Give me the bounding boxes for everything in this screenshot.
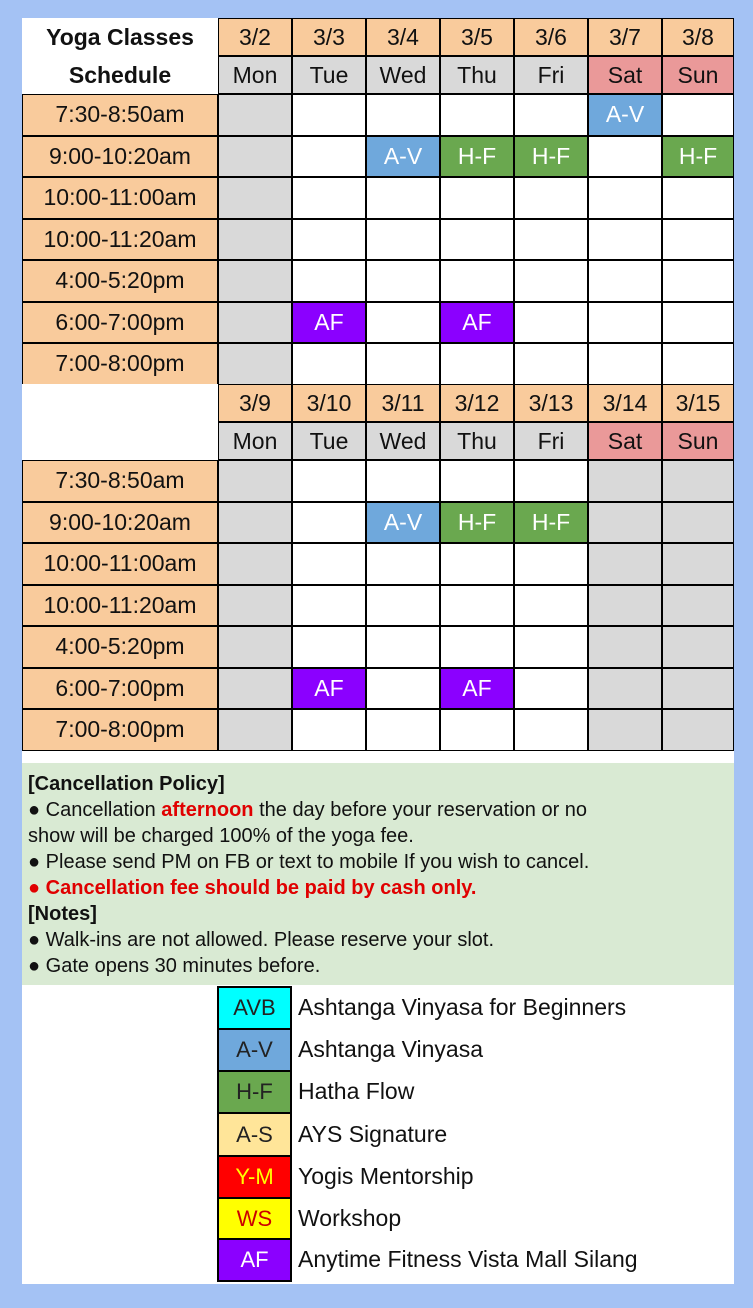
bullet-icon: ● [28, 851, 41, 873]
time-slot-label: 7:00-8:00pm [22, 343, 218, 385]
day-header: Wed [366, 422, 440, 460]
day-header: Fri [514, 422, 588, 460]
date-header: 3/4 [366, 18, 440, 56]
class-slot: A-V [366, 502, 440, 544]
cancellation-policy-heading: [Cancellation Policy] [28, 773, 225, 795]
bullet-icon: ● [28, 799, 41, 821]
class-slot: H-F [514, 502, 588, 544]
empty-slot [440, 626, 514, 668]
header-blank [22, 384, 218, 460]
day-header: Tue [292, 422, 366, 460]
policy-item-2-text: Please send PM on FB or text to mobile If you wish to cancel. [45, 851, 590, 873]
empty-slot [292, 177, 366, 219]
empty-slot [218, 460, 292, 502]
time-slot-label: 4:00-5:20pm [22, 626, 218, 668]
bullet-icon: ● [28, 955, 41, 977]
day-header: Sun [662, 422, 734, 460]
empty-slot [218, 260, 292, 302]
legend-key: A-V [217, 1028, 292, 1072]
time-slot-label: 6:00-7:00pm [22, 668, 218, 710]
time-slot-label: 7:30-8:50am [22, 94, 218, 136]
empty-slot [292, 626, 366, 668]
empty-slot [662, 502, 734, 544]
empty-slot [588, 260, 662, 302]
bullet-icon: ● [28, 929, 41, 951]
empty-slot [588, 219, 662, 261]
class-slot: H-F [514, 136, 588, 178]
empty-slot [440, 709, 514, 751]
empty-slot [440, 219, 514, 261]
empty-slot [292, 502, 366, 544]
policy-item-1-post: the day before your reservation or no [259, 799, 588, 821]
empty-slot [588, 177, 662, 219]
date-header: 3/10 [292, 384, 366, 422]
empty-slot [366, 302, 440, 344]
date-header: 3/11 [366, 384, 440, 422]
empty-slot [662, 460, 734, 502]
date-header: 3/2 [218, 18, 292, 56]
empty-slot [218, 219, 292, 261]
empty-slot [588, 668, 662, 710]
empty-slot [292, 136, 366, 178]
policy-item-1-highlight: afternoon [161, 799, 254, 821]
note-2-text: Gate opens 30 minutes before. [45, 955, 321, 977]
empty-slot [514, 302, 588, 344]
empty-slot [292, 260, 366, 302]
empty-slot [662, 302, 734, 344]
empty-slot [588, 585, 662, 627]
day-header: Wed [366, 56, 440, 94]
empty-slot [292, 585, 366, 627]
empty-slot [366, 626, 440, 668]
empty-slot [514, 260, 588, 302]
date-header: 3/12 [440, 384, 514, 422]
empty-slot [588, 709, 662, 751]
schedule-title: Yoga Classes [46, 23, 194, 50]
legend-key: H-F [217, 1070, 292, 1114]
empty-slot [366, 585, 440, 627]
empty-slot [440, 543, 514, 585]
legend-key: A-S [217, 1112, 292, 1157]
empty-slot [440, 460, 514, 502]
empty-slot [662, 260, 734, 302]
day-header: Mon [218, 56, 292, 94]
notes-heading: [Notes] [28, 903, 97, 925]
empty-slot [218, 543, 292, 585]
time-slot-label: 10:00-11:00am [22, 543, 218, 585]
legend-key: WS [217, 1197, 292, 1240]
empty-slot [292, 219, 366, 261]
class-slot: AF [292, 302, 366, 344]
date-header: 3/6 [514, 18, 588, 56]
policy-item-1 [28, 797, 728, 823]
empty-slot [218, 302, 292, 344]
empty-slot [662, 94, 734, 136]
empty-slot [588, 136, 662, 178]
class-slot: A-V [588, 94, 662, 136]
day-header: Tue [292, 56, 366, 94]
time-slot-label: 9:00-10:20am [22, 136, 218, 178]
time-slot-label: 10:00-11:20am [22, 219, 218, 261]
policy-item-3 [28, 875, 728, 901]
empty-slot [366, 177, 440, 219]
empty-slot [662, 709, 734, 751]
empty-slot [514, 585, 588, 627]
day-header: Thu [440, 422, 514, 460]
date-header: 3/7 [588, 18, 662, 56]
empty-slot [588, 543, 662, 585]
legend-label: Hatha Flow [298, 1078, 415, 1104]
day-header: Mon [218, 422, 292, 460]
day-header: Sat [588, 422, 662, 460]
date-header: 3/8 [662, 18, 734, 56]
note-1-text: Walk-ins are not allowed. Please reserve your slot. [45, 929, 494, 951]
day-header: Sun [662, 56, 734, 94]
class-slot: AF [440, 668, 514, 710]
empty-slot [514, 626, 588, 668]
empty-slot [218, 709, 292, 751]
empty-slot [662, 626, 734, 668]
empty-slot [218, 668, 292, 710]
empty-slot [514, 94, 588, 136]
empty-slot [366, 219, 440, 261]
empty-slot [218, 177, 292, 219]
class-slot: A-V [366, 136, 440, 178]
empty-slot [588, 502, 662, 544]
legend-key: Y-M [217, 1155, 292, 1199]
legend-label: AYS Signature [298, 1121, 448, 1147]
empty-slot [662, 219, 734, 261]
policy-item-1-continued: show will be charged 100% of the yoga fee. [28, 825, 414, 847]
legend-label: Yogis Mentorship [298, 1163, 474, 1189]
class-slot: AF [440, 302, 514, 344]
class-slot: AF [292, 668, 366, 710]
date-header: 3/9 [218, 384, 292, 422]
empty-slot [514, 543, 588, 585]
empty-slot [218, 585, 292, 627]
time-slot-label: 7:30-8:50am [22, 460, 218, 502]
empty-slot [366, 94, 440, 136]
empty-slot [292, 709, 366, 751]
empty-slot [514, 177, 588, 219]
empty-slot [440, 585, 514, 627]
empty-slot [588, 343, 662, 385]
time-slot-label: 9:00-10:20am [22, 502, 218, 544]
empty-slot [218, 94, 292, 136]
day-header: Thu [440, 56, 514, 94]
date-header: 3/15 [662, 384, 734, 422]
empty-slot [366, 709, 440, 751]
empty-slot [514, 709, 588, 751]
day-header: Sat [588, 56, 662, 94]
empty-slot [514, 668, 588, 710]
schedule-subtitle: Schedule [68, 61, 172, 88]
empty-slot [514, 219, 588, 261]
empty-slot [292, 460, 366, 502]
empty-slot [218, 502, 292, 544]
legend-label: Anytime Fitness Vista Mall Silang [298, 1246, 638, 1272]
empty-slot [366, 668, 440, 710]
empty-slot [366, 543, 440, 585]
legend-key: AVB [217, 986, 292, 1030]
empty-slot [662, 668, 734, 710]
time-slot-label: 6:00-7:00pm [22, 302, 218, 344]
empty-slot [440, 343, 514, 385]
empty-slot [440, 260, 514, 302]
empty-slot [218, 136, 292, 178]
empty-slot [588, 460, 662, 502]
empty-slot [366, 260, 440, 302]
empty-slot [662, 343, 734, 385]
date-header: 3/13 [514, 384, 588, 422]
policy-panel [22, 763, 734, 985]
legend-label: Workshop [298, 1205, 402, 1231]
date-header: 3/5 [440, 18, 514, 56]
time-slot-label: 10:00-11:20am [22, 585, 218, 627]
empty-slot [440, 94, 514, 136]
empty-slot [514, 460, 588, 502]
empty-slot [218, 343, 292, 385]
empty-slot [218, 626, 292, 668]
policy-item-3-text: Cancellation fee should be paid by cash only. [45, 877, 477, 899]
empty-slot [440, 177, 514, 219]
time-slot-label: 7:00-8:00pm [22, 709, 218, 751]
legend-label: Ashtanga Vinyasa for Beginners [298, 994, 627, 1020]
empty-slot [662, 177, 734, 219]
legend-label: Ashtanga Vinyasa [298, 1036, 483, 1062]
time-slot-label: 4:00-5:20pm [22, 260, 218, 302]
class-slot: H-F [440, 502, 514, 544]
empty-slot [588, 302, 662, 344]
note-2 [28, 953, 728, 979]
legend-key: AF [217, 1238, 292, 1282]
empty-slot [514, 343, 588, 385]
empty-slot [292, 343, 366, 385]
empty-slot [588, 626, 662, 668]
time-slot-label: 10:00-11:00am [22, 177, 218, 219]
class-slot: H-F [662, 136, 734, 178]
empty-slot [292, 94, 366, 136]
policy-item-2 [28, 849, 728, 875]
date-header: 3/14 [588, 384, 662, 422]
empty-slot [662, 543, 734, 585]
empty-slot [366, 460, 440, 502]
empty-slot [292, 543, 366, 585]
note-1 [28, 927, 728, 953]
class-slot: H-F [440, 136, 514, 178]
bullet-icon: ● [28, 877, 41, 899]
empty-slot [366, 343, 440, 385]
date-header: 3/3 [292, 18, 366, 56]
empty-slot [662, 585, 734, 627]
policy-item-1-pre: Cancellation [45, 799, 156, 821]
day-header: Fri [514, 56, 588, 94]
